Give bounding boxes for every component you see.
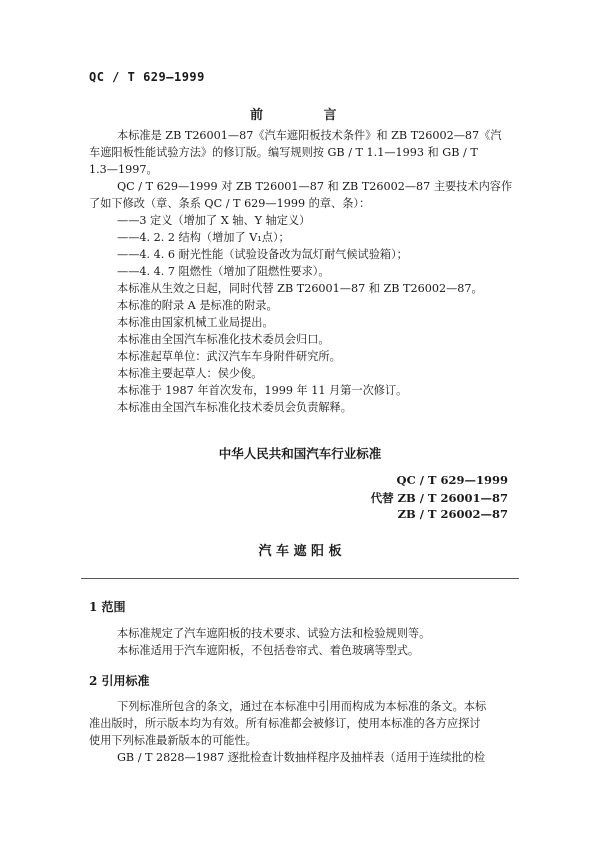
section-1-line: 本标准适用于汽车遮阳板，不包括卷帘式、着色玻璃等型式。 (117, 644, 420, 657)
section-2-line: 准出版时，所示版本均为有效。所有标准都会被修订，使用本标准的各方应探讨 (89, 717, 481, 730)
section-2-heading: 2 引用标准 (89, 674, 150, 688)
foreword-line: ——4. 4. 6 耐光性能（试验设备改为氙灯耐气候试验箱）； (117, 248, 408, 261)
section-1-heading: 1 范围 (89, 600, 126, 614)
foreword-line: 本标准的附录 A 是标准的附录。 (117, 299, 278, 312)
foreword-line: ——3 定义（增加了 X 轴、Y 轴定义） (117, 214, 311, 227)
title-divider (81, 578, 519, 579)
foreword-line: 本标准由全国汽车标准化技术委员会负责解释。 (117, 401, 352, 414)
foreword-line: 本标准从生效之日起，同时代替 ZB T26001—87 和 ZB T26002—87。 (117, 282, 483, 295)
foreword-line: QC / T 629—1999 对 ZB T26001—87 和 ZB T26002—87 主要技术内容作 (117, 180, 513, 193)
section-2-line: 下列标准所包含的条文，通过在本标准中引用而构成为本标准的条文。本标 (117, 700, 487, 713)
foreword-line: 本标准主要起草人：侯少俊。 (117, 367, 263, 380)
foreword-line: ——4. 2. 2 结构（增加了 V₁点）； (117, 231, 290, 244)
foreword-line: 了如下修改（章、条系 QC / T 629—1999 的章、条）： (89, 197, 371, 210)
foreword-title: 前 言 (250, 108, 365, 123)
section-2-line: GB / T 2828—1987 逐批检查计数抽样程序及抽样表（适用于连续批的检 (117, 751, 486, 764)
foreword-line: 本标准于 1987 年首次发布，1999 年 11 月第一次修订。 (117, 384, 408, 397)
foreword-line: 本标准由全国汽车标准化技术委员会归口。 (117, 333, 330, 346)
replaces-standard-2: ZB / T 26002—87 (397, 507, 508, 521)
foreword-line: 本标准起草单位：武汉汽车车身附件研究所。 (117, 350, 341, 363)
replaces-standard-1: 代替 ZB / T 26001—87 (370, 491, 508, 505)
standard-code: QC / T 629—1999 (396, 473, 508, 487)
section-1-line: 本标准规定了汽车遮阳板的技术要求、试验方法和检验规则等。 (117, 627, 431, 640)
foreword-line: 本标准是 ZB T26001—87《汽车遮阳板技术条件》和 ZB T26002—87《汽 (117, 129, 502, 142)
section-2-line: 使用下列标准最新版本的可能性。 (89, 734, 257, 747)
standard-org-title: 中华人民共和国汽车行业标准 (218, 446, 382, 461)
foreword-line: ——4. 4. 7 阻燃性（增加了阻燃性要求）。 (117, 265, 330, 278)
foreword-line: 本标准由国家机械工业局提出。 (117, 316, 274, 329)
foreword-line: 1.3—1997。 (89, 163, 158, 176)
document-title: 汽 车 遮 阳 板 (258, 544, 342, 559)
foreword-line: 车遮阳板性能试验方法》的修订版。编写规则按 GB / T 1.1—1993 和 GB / T (89, 146, 478, 159)
document-code-header: QC / T 629—1999 (89, 70, 205, 84)
